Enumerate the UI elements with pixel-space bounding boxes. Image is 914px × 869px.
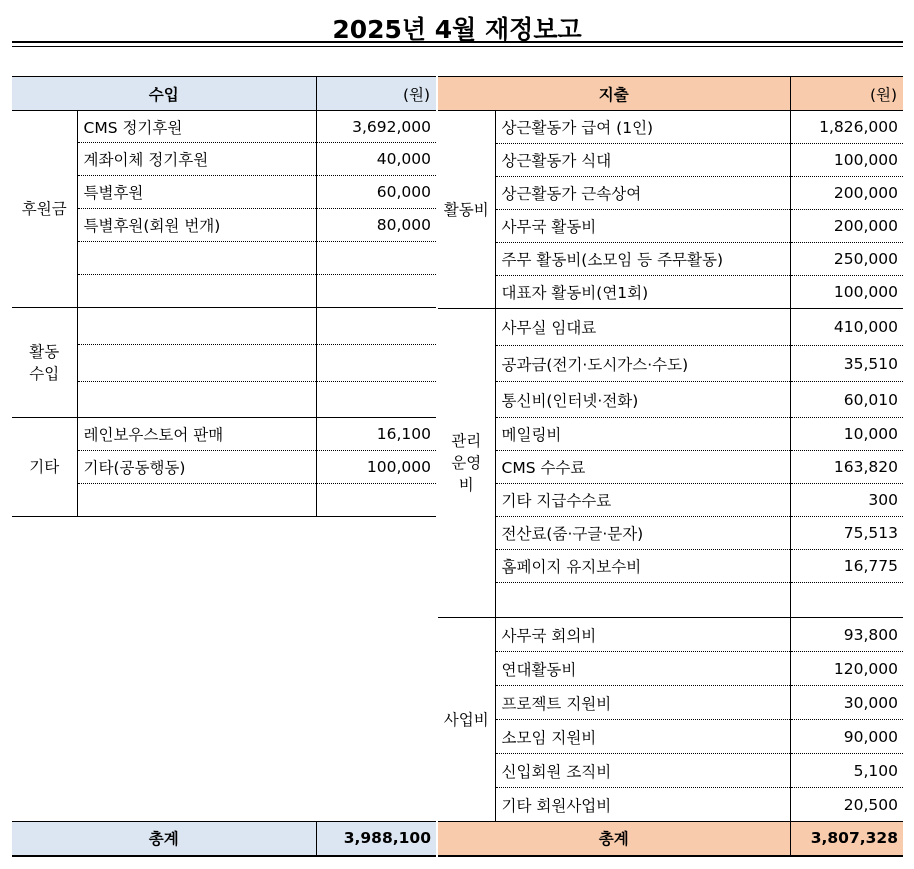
expense-item-amount: 93,800 <box>790 618 903 652</box>
income-item-label <box>77 345 316 382</box>
expense-item-amount: 90,000 <box>790 720 903 754</box>
expense-category: 관리 운영 비 <box>438 309 495 618</box>
expense-item-amount: 163,820 <box>790 451 903 484</box>
income-item-label <box>77 275 316 308</box>
income-item-label <box>77 242 316 275</box>
expense-item-label: 기타 지급수수료 <box>495 484 790 517</box>
income-item-amount <box>316 242 436 275</box>
income-item-amount <box>316 345 436 382</box>
expense-item-amount: 200,000 <box>790 210 903 243</box>
expense-item-label: 전산료(줌·구글·문자) <box>495 517 790 550</box>
income-item-label <box>77 382 316 418</box>
expense-item-amount: 300 <box>790 484 903 517</box>
expense-total-table <box>438 821 903 857</box>
expense-row <box>438 210 903 243</box>
expense-item-amount: 250,000 <box>790 243 903 276</box>
income-table <box>12 76 436 517</box>
income-item-label: 특별후원(회원 번개) <box>77 209 316 242</box>
expense-row <box>438 652 903 686</box>
income-total-table <box>12 821 436 857</box>
expense-item-amount: 20,500 <box>790 788 903 822</box>
expense-category: 사업비 <box>438 618 495 822</box>
expense-item-amount: 75,513 <box>790 517 903 550</box>
expense-item-label: 사무실 임대료 <box>495 309 790 346</box>
expense-row <box>438 418 903 451</box>
expense-row <box>438 451 903 484</box>
expense-total-row <box>438 822 903 856</box>
expense-item-label: 공과금(전기·도시가스·수도) <box>495 346 790 382</box>
expense-table <box>438 76 903 822</box>
expense-row <box>438 517 903 550</box>
expense-item-label: 사무국 회의비 <box>495 618 790 652</box>
expense-row <box>438 550 903 583</box>
income-item-amount: 40,000 <box>316 143 436 176</box>
income-item-amount: 3,692,000 <box>316 111 436 143</box>
income-category: 기타 <box>12 418 77 517</box>
expense-item-label: 기타 회원사업비 <box>495 788 790 822</box>
expense-row <box>438 346 903 382</box>
expense-item-label: 프로젝트 지원비 <box>495 686 790 720</box>
expense-header: 지출 <box>438 77 790 111</box>
expense-row <box>438 686 903 720</box>
expense-row <box>438 618 903 652</box>
income-header-row <box>12 77 436 111</box>
income-item-amount: 80,000 <box>316 209 436 242</box>
income-header: 수입 <box>12 77 316 111</box>
income-item-amount: 16,100 <box>316 418 436 451</box>
income-item-label: 레인보우스토어 판매 <box>77 418 316 451</box>
income-category: 활동 수입 <box>12 308 77 418</box>
income-item-amount <box>316 382 436 418</box>
expense-row <box>438 754 903 788</box>
income-item-amount <box>316 308 436 345</box>
expense-item-label: 상근활동가 식대 <box>495 144 790 177</box>
expense-item-label <box>495 583 790 618</box>
expense-item-amount: 60,010 <box>790 382 903 418</box>
expense-header-row <box>438 77 903 111</box>
expense-item-amount: 100,000 <box>790 144 903 177</box>
income-item-label <box>77 308 316 345</box>
income-item-amount <box>316 484 436 517</box>
expense-total-value: 3,807,328 <box>790 822 903 856</box>
income-item-label <box>77 484 316 517</box>
income-category: 후원금 <box>12 111 77 308</box>
income-total-row <box>12 822 436 856</box>
income-row <box>12 418 436 451</box>
expense-item-amount: 200,000 <box>790 177 903 210</box>
expense-item-amount: 30,000 <box>790 686 903 720</box>
expense-item-label: 대표자 활동비(연1회) <box>495 276 790 309</box>
expense-row <box>438 111 903 144</box>
expense-item-label: 상근활동가 급여 (1인) <box>495 111 790 144</box>
expense-row <box>438 720 903 754</box>
expense-item-label: 메일링비 <box>495 418 790 451</box>
expense-row <box>438 144 903 177</box>
expense-item-amount: 16,775 <box>790 550 903 583</box>
expense-row <box>438 177 903 210</box>
expense-row <box>438 243 903 276</box>
income-total-label: 총계 <box>12 822 316 856</box>
income-item-amount: 100,000 <box>316 451 436 484</box>
expense-item-amount: 410,000 <box>790 309 903 346</box>
income-item-amount <box>316 275 436 308</box>
expense-row <box>438 382 903 418</box>
income-item-label: 기타(공동행동) <box>77 451 316 484</box>
expense-row <box>438 276 903 309</box>
income-row <box>12 308 436 345</box>
income-unit: (원) <box>316 77 436 111</box>
expense-item-amount: 1,826,000 <box>790 111 903 144</box>
expense-row <box>438 484 903 517</box>
expense-item-amount <box>790 583 903 618</box>
expense-total-label: 총계 <box>438 822 790 856</box>
income-row <box>12 111 436 143</box>
income-total-value: 3,988,100 <box>316 822 436 856</box>
expense-row <box>438 583 903 618</box>
income-item-label: 계좌이체 정기후원 <box>77 143 316 176</box>
income-item-amount: 60,000 <box>316 176 436 209</box>
expense-item-label: 상근활동가 근속상여 <box>495 177 790 210</box>
title-rule-thick <box>12 41 903 43</box>
expense-item-amount: 120,000 <box>790 652 903 686</box>
expense-item-amount: 5,100 <box>790 754 903 788</box>
expense-category: 활동비 <box>438 111 495 309</box>
expense-unit: (원) <box>790 77 903 111</box>
income-item-label: 특별후원 <box>77 176 316 209</box>
expense-item-label: 연대활동비 <box>495 652 790 686</box>
expense-row <box>438 309 903 346</box>
expense-item-amount: 35,510 <box>790 346 903 382</box>
title-rule-thin <box>12 46 903 47</box>
expense-item-label: 소모임 지원비 <box>495 720 790 754</box>
expense-item-label: 신입회원 조직비 <box>495 754 790 788</box>
expense-item-label: 주무 활동비(소모임 등 주무활동) <box>495 243 790 276</box>
income-item-label: CMS 정기후원 <box>77 111 316 143</box>
expense-item-amount: 10,000 <box>790 418 903 451</box>
expense-item-label: 통신비(인터넷·전화) <box>495 382 790 418</box>
report-title: 2025년 4월 재정보고 <box>332 15 582 44</box>
expense-row <box>438 788 903 822</box>
expense-item-amount: 100,000 <box>790 276 903 309</box>
expense-item-label: 사무국 활동비 <box>495 210 790 243</box>
expense-item-label: 홈페이지 유지보수비 <box>495 550 790 583</box>
expense-item-label: CMS 수수료 <box>495 451 790 484</box>
